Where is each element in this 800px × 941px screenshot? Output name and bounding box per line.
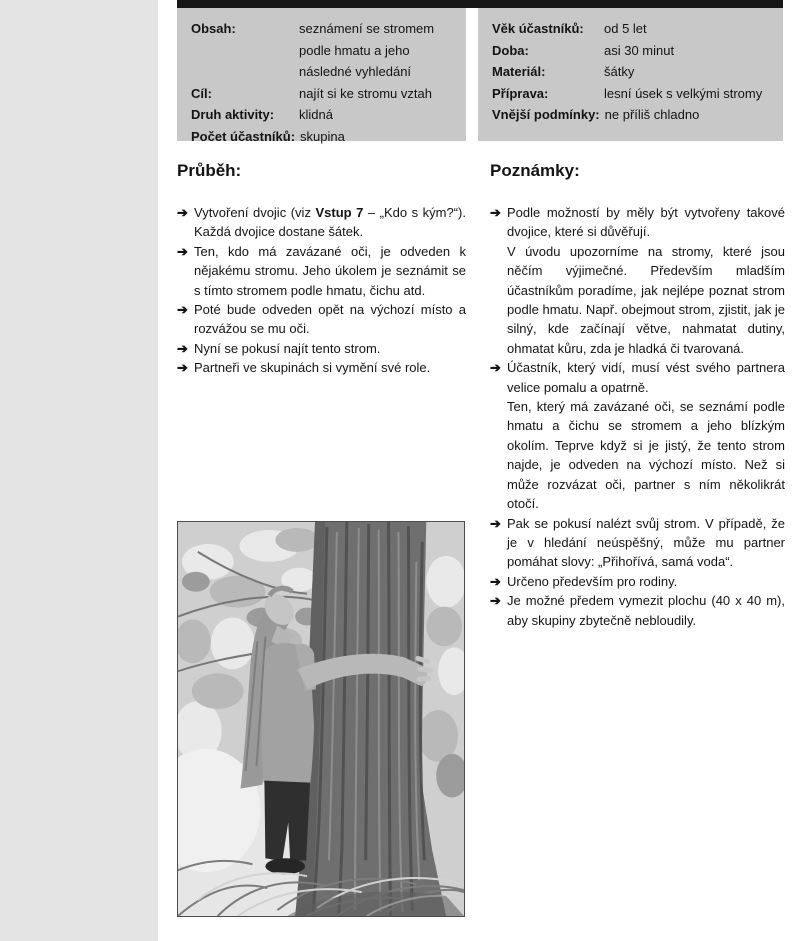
arrow-bullet-icon: ➔ [490,205,501,220]
info-value: klidná [299,107,333,122]
arrow-bullet-icon: ➔ [177,360,188,376]
bullet-text: Podle možností by měly být vytvořeny takové dvojice, které si důvěřují. V úvodu upozorníme na stromy, které jsou něčím výjimečné. Především mladším účastníkům poradíme, jak nejlépe poznat strom podle hmatu. Např. obejmout strom, zjistit, jak je silný, kde začínají větve, nahmatat dutiny, ohmatat kůru, zda je hladká či tvarovaná. [507,205,785,356]
bullet-item [490,572,785,591]
arrow-bullet-icon: ➔ [490,360,501,376]
info-row [492,18,775,40]
page-edge-strip [0,0,158,941]
bullet-item [490,591,785,630]
arrow-bullet-icon: ➔ [177,302,188,318]
info-label: Vnější podmínky: [492,107,600,122]
info-row [492,61,775,83]
poznamky-heading: Poznámky: [490,161,580,180]
bullet-text: Poté bude odveden opět na výchozí místo a rozvážou se mu oči. [194,302,466,337]
info-value: skupina [300,128,345,144]
arrow-bullet-icon: ➔ [490,515,501,531]
info-value: šátky [604,64,635,79]
bullet-item [490,203,785,358]
prubeh-heading: Průběh: [177,161,242,180]
info-box-right [478,8,783,141]
arrow-bullet-icon: ➔ [177,205,188,220]
bullet-text: Nyní se pokusí najít tento strom. [194,340,381,356]
column-poznamky [490,161,785,630]
bullet-text: Pak se pokusí nalézt svůj strom. V případě, že je v hledání neúspěšný, může mu partner pomáhat slovy: „Přihořívá, samá voda“. [507,515,785,570]
tree-hug-photo [177,521,465,917]
info-label: Doba: [492,42,529,58]
bullet-text: Účastník, který vidí, musí vést svého partnera velice pomalu a opatrně. Ten, který má zavázané oči, se seznámí podle hmatu a čichu se stromem a jeho blízkým okolím. Teprve když si je jistý, že tento strom najde, je odveden na výchozí místo. Než si může rozvázat oči, partner s ním několikrát otočí. [507,360,785,512]
bullet-text: Partneři ve skupinách si vymění své role. [194,360,431,376]
info-value: od 5 let [604,21,647,36]
info-row [191,18,458,83]
info-label: Příprava: [492,85,549,101]
bullet-item [490,358,785,513]
info-value: lesní úsek s velkými stromy [604,85,763,101]
info-row [492,40,775,62]
info-row [492,104,775,126]
info-label: Materiál: [492,64,546,79]
bullet-item [490,514,785,572]
bullet-item [177,358,466,377]
prubeh-list [177,203,466,378]
info-row [191,126,458,148]
info-box-left [177,8,466,144]
info-row [492,83,775,105]
poznamky-list [490,203,785,630]
bullet-text: Ten, kdo má zavázané oči, je odveden k nějakému stromu. Jeho úkolem je seznámit se s tímto stromem podle hmatu, čichu atd. [194,243,466,298]
info-value: najít si ke stromu vztah [299,85,432,101]
info-value: ne příliš chladno [604,107,700,122]
info-label: Obsah: [191,21,236,36]
info-value: seznámení se stromem podle hmatu a jeho následné vyhledání [299,21,435,79]
bullet-text: Je možné předem vymezit plochu (40 x 40 m), aby skupiny zbytečně nebloudily. [507,593,785,628]
bullet-item [177,203,466,242]
info-label: Věk účastníků: [492,21,584,36]
info-value: asi 30 minut [604,42,675,58]
tree-hug-illustration [178,522,464,916]
arrow-bullet-icon: ➔ [177,243,188,259]
bullet-item [177,339,466,358]
info-label: Druh aktivity: [191,107,275,122]
column-prubeh [177,161,466,378]
info-label: Cíl: [191,85,212,101]
arrow-bullet-icon: ➔ [490,593,501,609]
arrow-bullet-icon: ➔ [490,573,501,589]
info-row [191,104,458,126]
bullet-item [177,242,466,300]
bullet-item [177,300,466,339]
bullet-text: Určeno především pro rodiny. [507,573,678,589]
info-row [191,83,458,105]
arrow-bullet-icon: ➔ [177,340,188,356]
info-label: Počet účastníků: [191,128,296,144]
info-table-top-bar [177,0,783,8]
bullet-text: Vytvoření dvojic (viz Vstup 7 – „Kdo s kým?“). Každá dvojice dostane šátek. [194,205,466,240]
